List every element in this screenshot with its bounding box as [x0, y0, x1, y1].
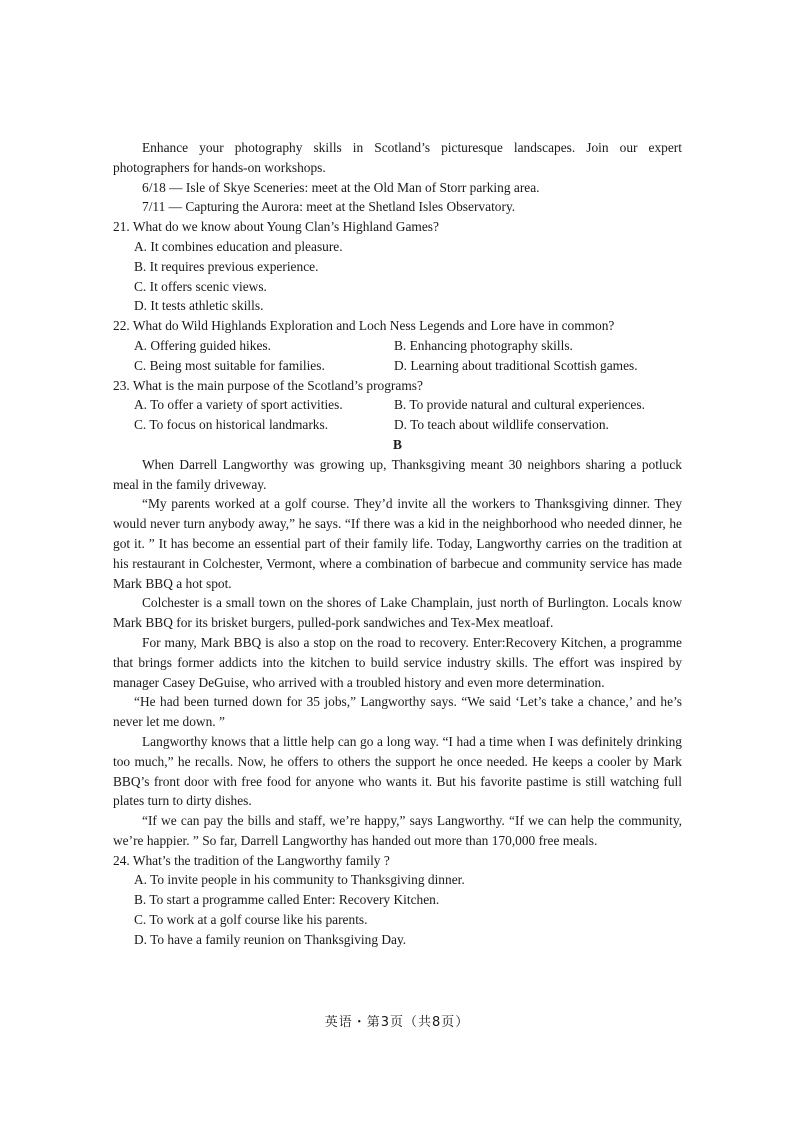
- q24-option-b: B. To start a programme called Enter: Recovery Kitchen.: [134, 892, 440, 908]
- q21-option-d: D. It tests athletic skills.: [134, 298, 264, 314]
- passage-paragraph: “If we can pay the bills and staff, we’re happy,” says Langworthy. “If we can help the community, we’re happier. ” So far, Darrell Langworthy has handed out more than 170,000 free meals.: [113, 813, 682, 848]
- page-footer: 英语・第3页（共8页）: [324, 1015, 470, 1030]
- q23-option-a: A. To offer a variety of sport activities.: [134, 397, 343, 413]
- q21-option-c: C. It offers scenic views.: [134, 278, 267, 294]
- q23-option-c: C. To focus on historical landmarks.: [134, 417, 329, 433]
- q22-option-c: C. Being most suitable for families.: [134, 357, 325, 373]
- question-23-stem: 23. What is the main purpose of the Scotland’s programs?: [113, 377, 423, 393]
- passage-paragraph: For many, Mark BBQ is also a stop on the road to recovery. Enter:Recovery Kitchen, a programme that brings former addicts into the kitchen to build service industry skills. The effort was inspired by manager Casey DeGuise, who arrived with a troubled history and even more determination.: [113, 634, 682, 690]
- q23-options-row: [113, 415, 682, 435]
- exam-page-body: [113, 138, 682, 950]
- q21-option-b: B. It requires previous experience.: [134, 258, 319, 274]
- q22-options-row: [113, 336, 682, 356]
- passage-paragraph: When Darrell Langworthy was growing up, Thanksgiving meant 30 neighbors sharing a potluck meal in the family driveway.: [113, 456, 682, 492]
- q24-option-d: D. To have a family reunion on Thanksgiving Day.: [134, 931, 407, 947]
- q23-option-b: B. To provide natural and cultural experiences.: [394, 397, 645, 413]
- question-24-stem: 24. What’s the tradition of the Langworthy family ?: [113, 852, 390, 868]
- q22-options-row: [113, 356, 682, 376]
- passage-paragraph: “He had been turned down for 35 jobs,” Langworthy says. “We said ‘Let’s take a chance,’ and he’s never let me down. ”: [113, 694, 682, 730]
- q24-option-c: C. To work at a golf course like his parents.: [134, 912, 368, 928]
- q22-option-a: A. Offering guided hikes.: [134, 337, 271, 353]
- event-item: 6/18 — Isle of Skye Sceneries: meet at the Old Man of Storr parking area.: [142, 179, 540, 195]
- event-item: 7/11 — Capturing the Aurora: meet at the Shetland Isles Observatory.: [142, 199, 516, 215]
- passage-paragraph: “My parents worked at a golf course. They’d invite all the workers to Thanksgiving dinner. They would never turn anybody away,” he says. “If there was a kid in the neighborhood who needed dinner, he got it. ” It has become an essential part of their family life. Today, Langworthy carries on the tradition at his restaurant in Colchester, Vermont, where a combination of barbecue and community service has made Mark BBQ a hot spot.: [113, 496, 682, 591]
- question-21-stem: 21. What do we know about Young Clan’s Highland Games?: [113, 219, 439, 235]
- q23-options-row: [113, 395, 682, 415]
- q22-option-d: D. Learning about traditional Scottish games.: [394, 357, 638, 373]
- question-22-stem: 22. What do Wild Highlands Exploration and Loch Ness Legends and Lore have in common?: [113, 318, 615, 334]
- q22-option-b: B. Enhancing photography skills.: [394, 337, 573, 353]
- photography-intro: Enhance your photography skills in Scotland’s picturesque landscapes. Join our expert photographers for hands-on workshops.: [113, 140, 682, 175]
- q21-option-a: A. It combines education and pleasure.: [134, 238, 343, 254]
- section-b-heading: B: [393, 436, 402, 452]
- passage-paragraph: Langworthy knows that a little help can go a long way. “I had a time when I was definitely drinking too much,” he recalls. Now, he offers to others the support he once needed. He keeps a cooler by Mark BBQ’s front door with free food for anyone who wants it. But his favorite pastime is still watching full plates turn to dirty dishes.: [113, 733, 682, 809]
- q24-option-a: A. To invite people in his community to Thanksgiving dinner.: [134, 872, 465, 888]
- q23-option-d: D. To teach about wildlife conservation.: [394, 417, 609, 433]
- passage-paragraph: Colchester is a small town on the shores of Lake Champlain, just north of Burlington. Locals know Mark BBQ for its brisket burgers, pulled-pork sandwiches and Tex-Mex meatloaf.: [113, 595, 682, 631]
